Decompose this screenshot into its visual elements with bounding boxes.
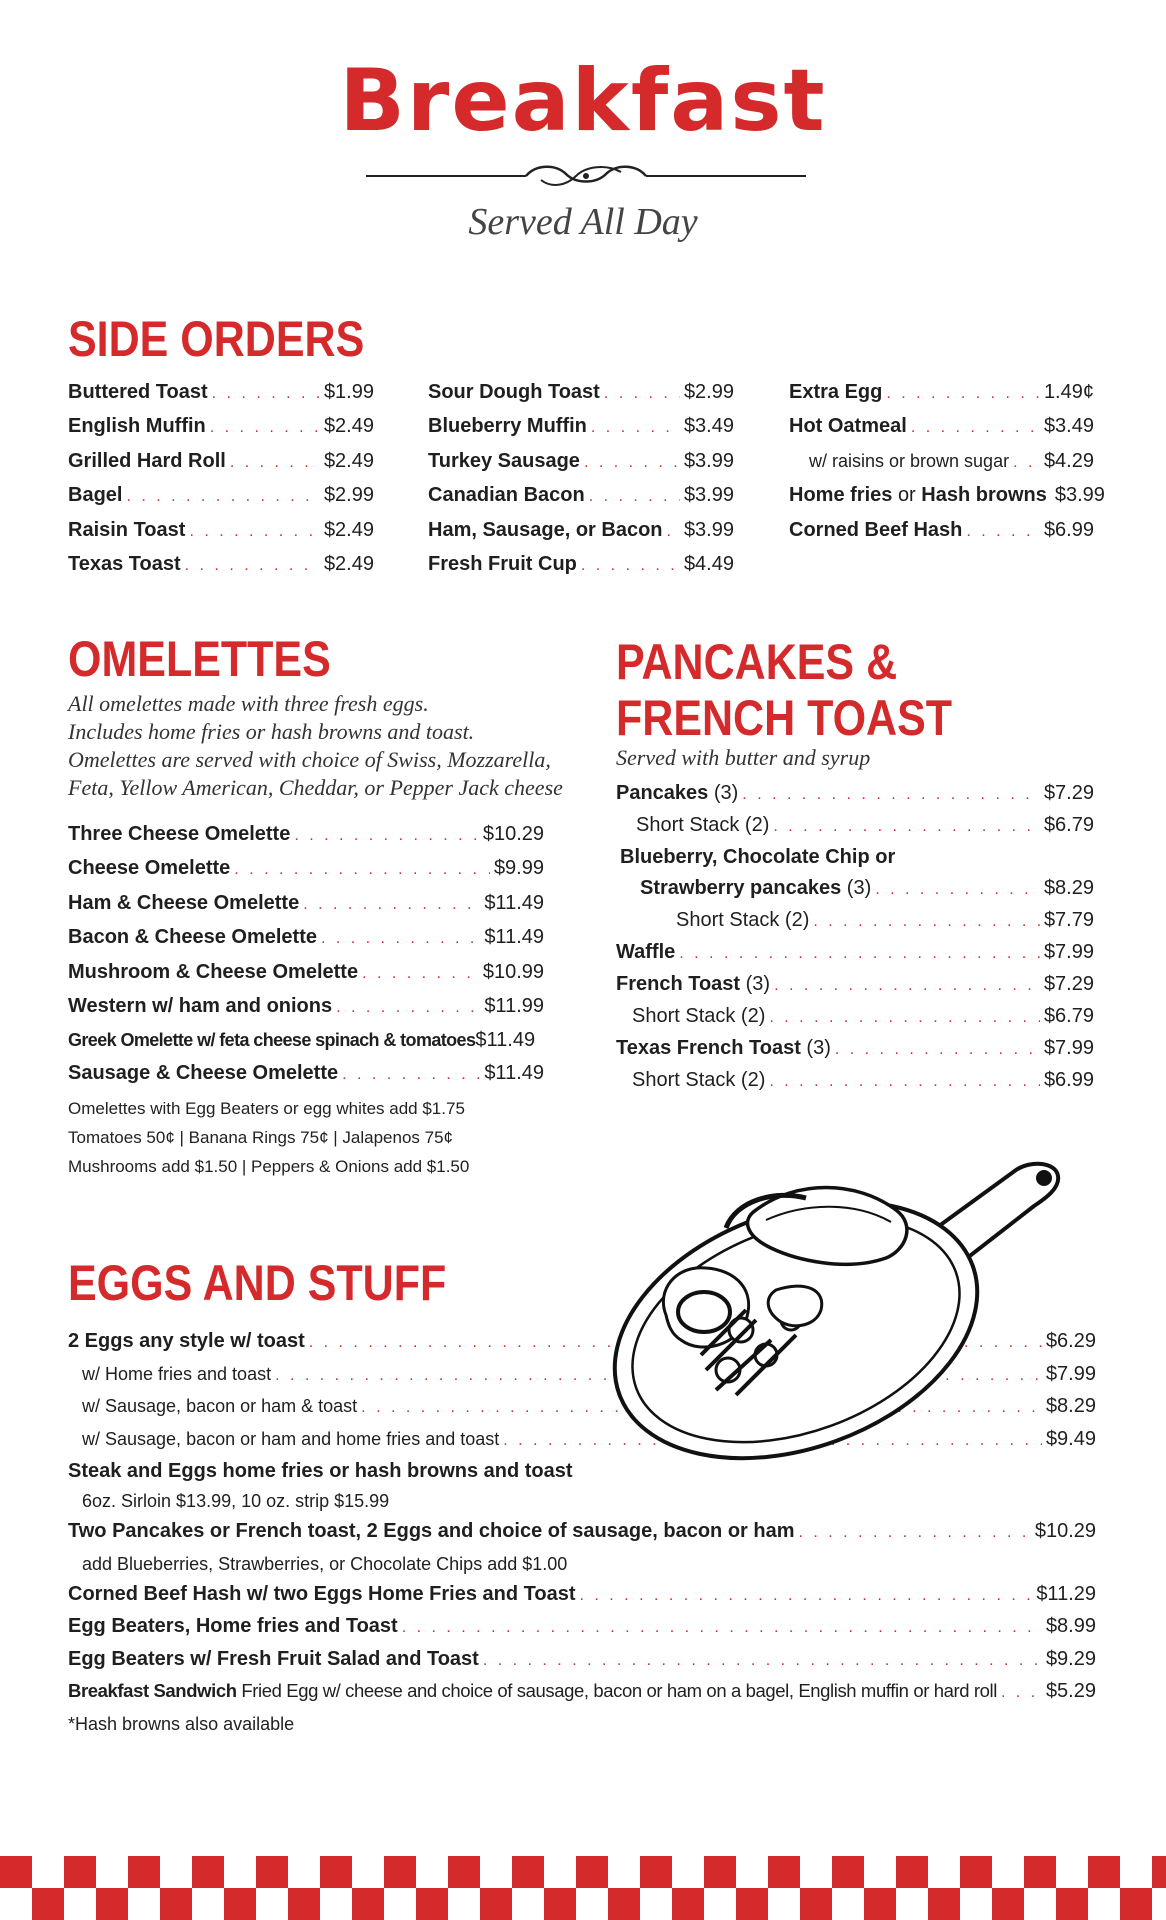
item-name: Corned Beef Hash w/ two Eggs Home Fries and Toast — [68, 1582, 576, 1605]
item-price: $11.29 — [1036, 1582, 1096, 1605]
item-name: Home fries or Hash browns — [789, 484, 1047, 507]
menu-item — [68, 990, 544, 1024]
menu-item — [616, 778, 1094, 810]
addon-line: Tomatoes 50¢ | Banana Rings 75¢ | Jalapenos 75¢ — [68, 1128, 453, 1147]
item-name: Raisin Toast — [68, 518, 186, 541]
menu-item — [68, 1516, 1096, 1549]
item-price: $4.49 — [683, 553, 734, 576]
item-price: $3.99 — [683, 518, 734, 541]
menu-item — [428, 514, 734, 548]
item-name: Short Stack (2) — [636, 814, 770, 836]
menu-item — [616, 1033, 1094, 1065]
item-price: $11.49 — [484, 891, 544, 914]
item-price: $2.99 — [683, 381, 734, 403]
item-name: Extra Egg — [789, 381, 883, 403]
menu-title: Breakfast — [339, 51, 827, 151]
menu-item — [68, 376, 374, 410]
addon-line: Omelettes with Egg Beaters or egg whites add $1.75 — [68, 1099, 465, 1118]
item-price: $2.99 — [323, 484, 374, 507]
item-price: $6.29 — [1045, 1330, 1096, 1352]
menu-item — [789, 514, 1094, 548]
item-name: Two Pancakes or French toast, 2 Eggs and choice of sausage, bacon or ham — [68, 1520, 795, 1542]
item-name: Egg Beaters w/ Fresh Fruit Salad and Toast — [68, 1647, 479, 1670]
item-price: $11.49 — [484, 926, 544, 949]
item-name: w/ Home fries and toast — [82, 1363, 272, 1384]
item-price: $8.29 — [1043, 877, 1094, 899]
item-name: Short Stack (2) — [676, 909, 810, 931]
omelettes-heading: OMELETTES — [68, 631, 331, 687]
side-orders-heading: SIDE ORDERS — [68, 311, 365, 367]
menu-item — [616, 937, 1094, 969]
item-name: Ham, Sausage, or Bacon — [428, 518, 663, 541]
item-price: $3.99 — [683, 484, 734, 507]
item-price: $4.29 — [1043, 449, 1094, 472]
menu-item — [616, 1065, 1094, 1097]
item-price: $2.49 — [323, 449, 374, 472]
menu-item — [68, 887, 544, 921]
menu-item — [68, 1676, 1096, 1709]
menu-item — [428, 445, 734, 479]
flourish-divider-icon — [366, 158, 806, 194]
item-price: $11.49 — [484, 1061, 544, 1084]
item-price: $9.29 — [1045, 1647, 1096, 1670]
side-orders-column-2 — [428, 376, 734, 582]
side-orders-column-1 — [68, 376, 374, 582]
item-name: Breakfast Sandwich Fried Egg w/ cheese and choice of sausage, bacon or ham on a bagel, English muffin or hard roll — [68, 1680, 997, 1701]
item-price: $6.79 — [1043, 1005, 1094, 1027]
menu-item — [68, 1057, 544, 1091]
item-name: Blueberry Muffin — [428, 415, 587, 438]
heading-line: FRENCH TOAST — [616, 690, 953, 746]
item-price: $8.29 — [1045, 1395, 1096, 1417]
menu-item-heading — [616, 842, 1094, 873]
menu-item — [68, 852, 544, 886]
item-name: w/ raisins or brown sugar — [809, 450, 1010, 471]
item-price: $2.49 — [323, 415, 374, 438]
menu-item — [789, 376, 1094, 410]
intro-line: Includes home fries or hash browns and toast. — [68, 719, 475, 744]
menu-item — [616, 969, 1094, 1001]
menu-item — [789, 445, 1094, 479]
item-name: Ham & Cheese Omelette — [68, 891, 300, 914]
checkered-border — [0, 1856, 1166, 1920]
item-name: Strawberry pancakes (3) — [640, 877, 872, 899]
addon-line: Mushrooms add $1.50 | Peppers & Onions add $1.50 — [68, 1157, 470, 1176]
item-price: $3.99 — [1054, 484, 1105, 507]
pancakes-intro: Served with butter and syrup — [616, 745, 871, 770]
menu-item — [68, 1024, 544, 1056]
menu-item — [68, 479, 374, 513]
menu-item — [616, 1001, 1094, 1033]
item-price: $10.29 — [1034, 1520, 1096, 1542]
item-price: $9.49 — [1045, 1427, 1096, 1450]
item-name: Texas Toast — [68, 553, 181, 576]
item-price: $6.79 — [1043, 814, 1094, 836]
item-price: $7.99 — [1045, 1362, 1096, 1385]
menu-item — [428, 410, 734, 444]
item-name: Western w/ ham and onions — [68, 995, 333, 1018]
item-name: Bacon & Cheese Omelette — [68, 926, 317, 949]
item-name: Blueberry, Chocolate Chip or — [620, 846, 896, 868]
heading-line: PANCAKES & — [616, 634, 898, 690]
item-name: Greek Omelette w/ feta cheese spinach & tomatoes — [68, 1030, 476, 1051]
menu-item — [68, 1611, 1096, 1644]
item-name: French Toast (3) — [616, 973, 771, 995]
menu-item — [789, 410, 1094, 444]
item-detail: 6oz. Sirloin $13.99, 10 oz. strip $15.99 — [82, 1491, 390, 1511]
omelettes-list — [68, 818, 544, 1091]
item-price: $5.29 — [1045, 1680, 1096, 1702]
item-name: 2 Eggs any style w/ toast — [68, 1330, 305, 1352]
item-name: Egg Beaters, Home fries and Toast — [68, 1615, 398, 1637]
side-orders-column-3 — [789, 376, 1105, 548]
item-price: $2.49 — [323, 518, 374, 541]
item-name: Waffle — [616, 941, 676, 963]
item-name: Sour Dough Toast — [428, 381, 600, 403]
item-name: Buttered Toast — [68, 381, 208, 403]
menu-subtitle: Served All Day — [468, 201, 698, 243]
item-name: Corned Beef Hash — [789, 518, 963, 541]
item-price: $7.99 — [1043, 1037, 1094, 1059]
item-name: Short Stack (2) — [632, 1069, 766, 1091]
item-price: $7.99 — [1043, 941, 1094, 963]
menu-item — [68, 921, 544, 955]
menu-item — [68, 514, 374, 548]
menu-item — [68, 410, 374, 444]
item-price: $7.29 — [1043, 973, 1094, 995]
frying-pan-illustration — [606, 1140, 1066, 1470]
eggs-heading: EGGS AND STUFF — [68, 1255, 447, 1311]
menu-item — [68, 445, 374, 479]
item-price: 1.49¢ — [1043, 381, 1094, 403]
menu-item — [616, 810, 1094, 842]
item-name: Steak and Eggs home fries or hash browns and toast — [68, 1460, 573, 1482]
item-name: Hot Oatmeal — [789, 415, 907, 438]
item-price: $3.49 — [683, 415, 734, 438]
item-name: Sausage & Cheese Omelette — [68, 1061, 339, 1084]
omelette-addons — [68, 1094, 469, 1181]
item-name: Pancakes (3) — [616, 782, 739, 804]
menu-item — [68, 818, 544, 852]
item-name: Bagel — [68, 484, 123, 507]
menu-item — [428, 548, 734, 582]
item-name: Texas French Toast (3) — [616, 1037, 831, 1059]
menu-item — [789, 479, 1105, 513]
item-price: $2.49 — [323, 553, 374, 576]
item-name: English Muffin — [68, 415, 206, 438]
item-price: $3.49 — [1043, 415, 1094, 438]
pancakes-heading — [616, 634, 952, 746]
pancakes-list — [616, 778, 1094, 1097]
item-name: Turkey Sausage — [428, 449, 580, 472]
item-price: $3.99 — [683, 449, 734, 472]
item-price: $11.49 — [475, 1029, 536, 1052]
item-name: w/ Sausage, bacon or ham and home fries and toast — [82, 1428, 500, 1449]
item-name: Short Stack (2) — [632, 1005, 766, 1027]
menu-item — [616, 905, 1094, 937]
item-price: $10.29 — [482, 823, 544, 845]
item-name: Cheese Omelette — [68, 857, 231, 880]
item-name: Three Cheese Omelette — [68, 823, 291, 845]
omelettes-intro — [68, 690, 588, 802]
menu-item — [68, 956, 544, 990]
menu-item — [616, 873, 1094, 905]
menu-item — [428, 479, 734, 513]
item-name: Grilled Hard Roll — [68, 449, 226, 472]
item-price: $6.99 — [1043, 1069, 1094, 1091]
menu-item — [68, 548, 374, 582]
item-price: $1.99 — [323, 381, 374, 403]
item-name: w/ Sausage, bacon or ham & toast — [82, 1396, 358, 1416]
item-price: $11.99 — [484, 995, 544, 1018]
item-price: $6.99 — [1043, 518, 1094, 541]
item-name: Mushroom & Cheese Omelette — [68, 960, 359, 983]
intro-line: Feta, Yellow American, Cheddar, or Pepper Jack cheese — [68, 775, 563, 800]
footnote: *Hash browns also available — [68, 1714, 295, 1734]
intro-line: All omelettes made with three fresh eggs. — [68, 691, 429, 716]
menu-item — [428, 376, 734, 410]
item-price: $10.99 — [482, 960, 544, 983]
item-name: Fresh Fruit Cup — [428, 553, 577, 576]
item-price: $7.29 — [1043, 782, 1094, 804]
item-price: $8.99 — [1045, 1615, 1096, 1637]
menu-item — [68, 1579, 1096, 1612]
item-name: Canadian Bacon — [428, 484, 585, 507]
item-detail: add Blueberries, Strawberries, or Chocolate Chips add $1.00 — [82, 1553, 568, 1574]
item-price: $9.99 — [493, 857, 544, 880]
intro-line: Omelettes are served with choice of Swiss, Mozzarella, — [68, 747, 551, 772]
item-price: $7.79 — [1043, 909, 1094, 931]
menu-item — [68, 1644, 1096, 1677]
